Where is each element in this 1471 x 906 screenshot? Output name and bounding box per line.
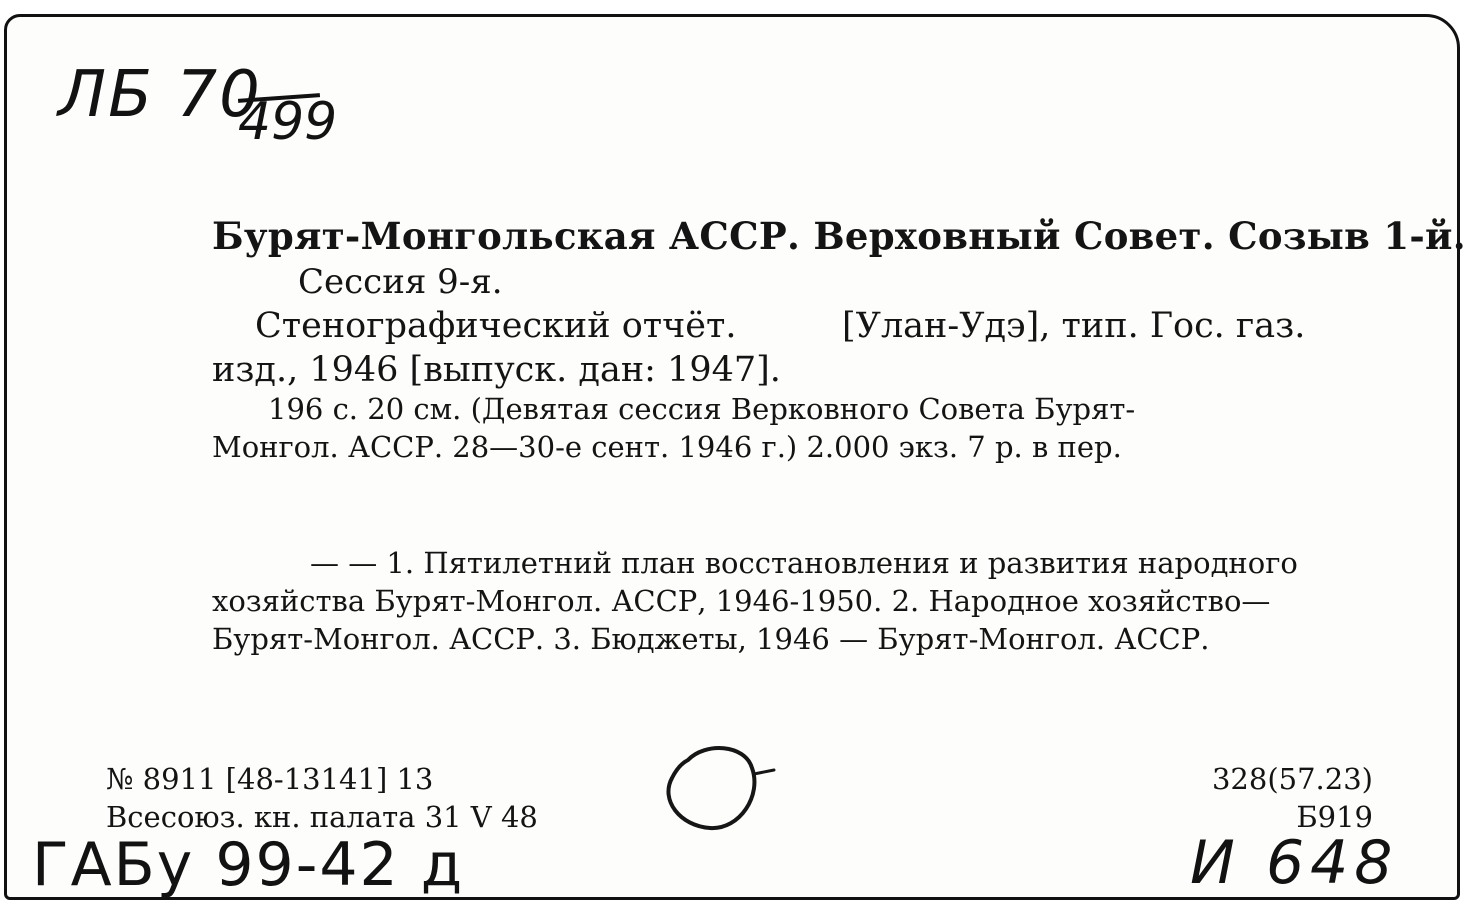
registration-number: № 8911 [48-13141] 13	[106, 762, 434, 796]
record-session: Сессия 9-я.	[298, 262, 503, 302]
record-subject-line: хозяйства Бурят-Монгол. АССР, 1946-1950. 2. Народное хозяйство—	[212, 584, 1271, 618]
handwritten-archive-code: ГАБу 99-42 д	[32, 830, 465, 900]
record-subtitle: Стенографический отчёт.	[255, 306, 737, 346]
author-mark: Б919	[1296, 800, 1373, 834]
record-imprint-publisher: [Улан-Удэ], тип. Гос. газ.	[842, 306, 1306, 346]
handwritten-shelf-number: 499	[238, 92, 338, 152]
record-description-line: Монгол. АССР. 28—30-е сент. 1946 г.) 2.000 экз. 7 р. в пер.	[212, 430, 1122, 464]
record-imprint-date: изд., 1946 [выпуск. дан: 1947].	[212, 350, 781, 390]
record-subject-line: — — 1. Пятилетний план восстановления и развития народного	[310, 546, 1298, 580]
handwritten-inventory-number: И 648	[1190, 828, 1399, 898]
book-chamber-note: Всесоюз. кн. палата 31 V 48	[106, 800, 538, 834]
record-heading: Бурят-Монгольская АССР. Верховный Совет. Созыв 1-й.	[212, 214, 1466, 258]
handwritten-shelf-code: ЛБ 70	[58, 58, 262, 132]
record-description-line: 196 с. 20 см. (Девятая сессия Верковного Совета Бурят-	[268, 392, 1136, 426]
classification-code: 328(57.23)	[1211, 762, 1373, 796]
record-subject-line: Бурят-Монгол. АССР. 3. Бюджеты, 1946 — Бурят-Монгол. АССР.	[212, 622, 1210, 656]
stamp-mark	[650, 740, 790, 840]
